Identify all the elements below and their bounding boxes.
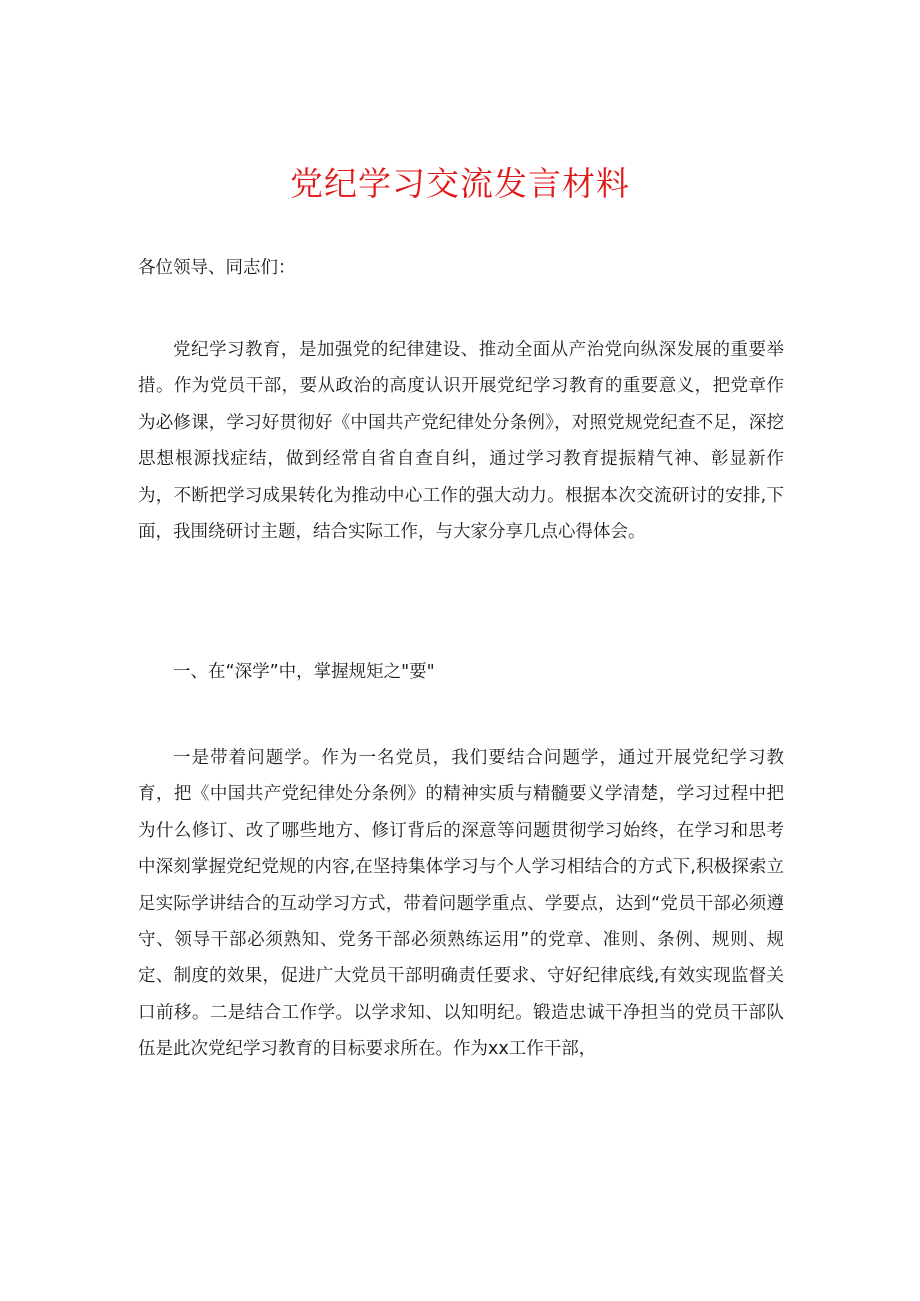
- greeting-line: 各位领导、同志们：: [138, 258, 296, 278]
- document-title: 党纪学习交流发言材料: [290, 164, 630, 203]
- paragraph-intro: 党纪学习教育，是加强党的纪律建设、推动全面从产治党向纵深发展的重要举措。作为党员干部，要从政治的高度认识开展党纪学习教育的重要意义，把党章作为必修课，学习好贯彻好《中国共产党纪律处分条例》，对照党规党纪查不足，深挖思想根源找症结，做到经常自省自查自纠，通过学习教育提振精气神、彰显新作为，不断把学习成果转化为推动中心工作的强大动力。根据本次交流研讨的安排,下面，我围绕研讨主题，结合实际工作，与大家分享几点心得体会。: [138, 340, 784, 543]
- section-heading-1: 一、在“深学”中，掌握规矩之"要": [173, 662, 435, 682]
- paragraph-section-1: 一是带着问题学。作为一名党员，我们要结合问题学，通过开展党纪学习教育，把《中国共产党纪律处分条例》的精神实质与精髓要义学清楚，学习过程中把为什么修订、改了哪些地方、修订背后的深意等问题贯彻学习始终，在学习和思考中深刻掌握党纪党规的内容,在坚持集体学习与个人学习相结合的方式下,积极探索立足实际学讲结合的互动学习方式，带着问题学重点、学要点，达到“党员干部必须遵守、领导干部必须熟知、党务干部必须熟练运用”的党章、准则、条例、规则、规定、制度的效果，促进广大党员干部明确责任要求、守好纪律底线,有效实现监督关口前移。二是结合工作学。以学求知、以知明纪。锻造忠诚干净担当的党员干部队伍是此次党纪学习教育的目标要求所在。作为xx工作干部，: [138, 748, 784, 1060]
